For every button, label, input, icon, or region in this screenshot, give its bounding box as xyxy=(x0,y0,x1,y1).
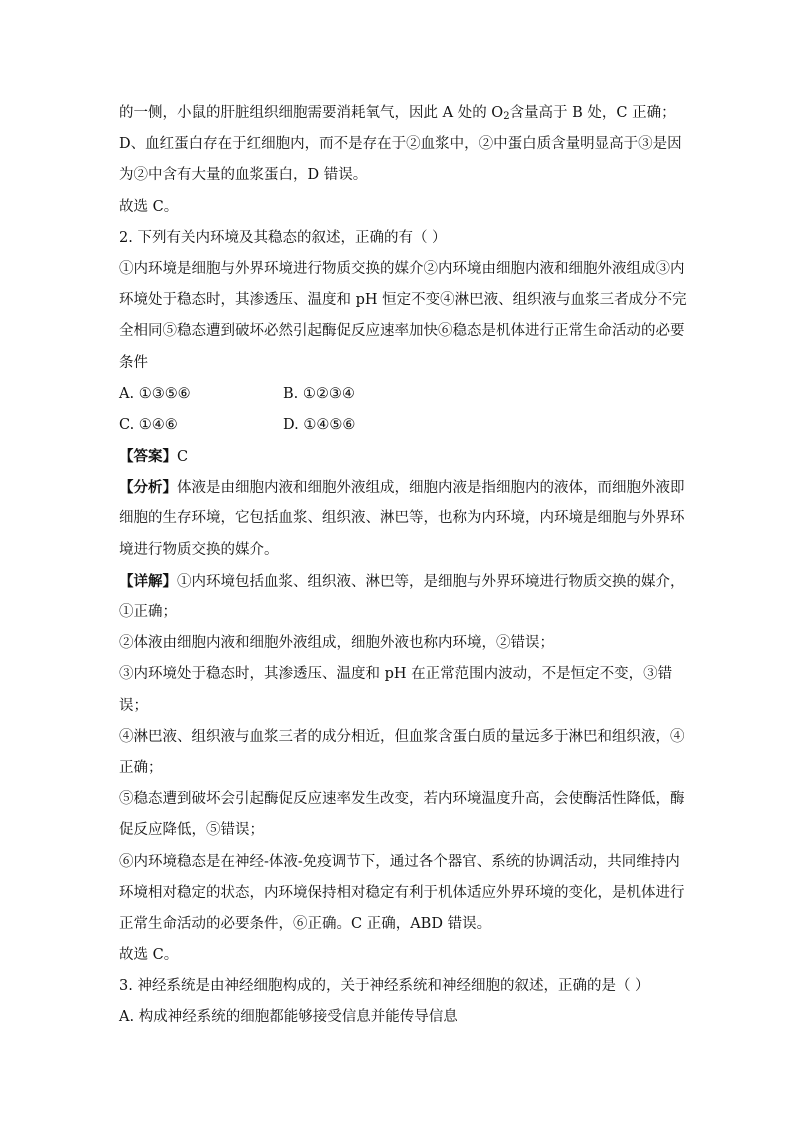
detail-line: ①正确； xyxy=(119,604,177,620)
detail-line: ③内环境处于稳态时，其渗透压、温度和 pH 在正常范围内波动，不是恒定不变，③错 xyxy=(119,666,673,683)
detail-line: 正确； xyxy=(119,759,163,776)
question-3-stem: 3. 神经系统是由神经细胞构成的，关于神经系统和神经细胞的叙述，正确的是（ ） xyxy=(119,978,650,995)
detail-line: 【详解】①内环境包括血浆、组织液、淋巴等，是细胞与外界环境进行物质交换的媒介， xyxy=(119,572,685,590)
statement-line: ①内环境是细胞与外界环境进行物质交换的媒介②内环境由细胞内液和细胞外液组成③内 xyxy=(119,260,685,277)
option-c: C. ①④⑥ xyxy=(119,416,178,433)
detail-line: ②体液由细胞内液和细胞外液组成，细胞外液也称内环境，②错误； xyxy=(119,635,554,652)
detail-line: ④淋巴液、组织液与血浆三者的成分相近，但血浆含蛋白质的量远多于淋巴和组织液，④ xyxy=(119,728,685,745)
text-line: D、血红蛋白存在于红细胞内，而不是存在于②血浆中，②中蛋白质含量明显高于③是因 xyxy=(119,136,682,153)
option-row xyxy=(119,379,679,410)
detail-tag: 【详解】 xyxy=(119,572,177,590)
analysis-line: 【分析】体液是由细胞内液和细胞外液组成，细胞内液是指细胞内的液体，而细胞外液即 xyxy=(119,479,685,497)
statement-line: 环境处于稳态时，其渗透压、温度和 pH 恒定不变④淋巴液、组织液与血浆三者成分不完 xyxy=(119,292,687,309)
option-a: A. 构成神经系统的细胞都能够接受信息并能传导信息 xyxy=(119,1009,458,1026)
answer-line xyxy=(119,441,679,472)
analysis-line: 境进行物质交换的媒介。 xyxy=(119,541,279,558)
subscript: 2 xyxy=(503,111,510,122)
text-line: 为②中含有大量的血浆蛋白，D 错误。 xyxy=(119,167,368,184)
answer-value: C xyxy=(177,449,189,466)
page-content xyxy=(119,98,687,1034)
detail-line: ⑥内环境稳态是在神经-体液-免疫调节下，通过各个器官、系统的协调活动，共同维持内 xyxy=(119,853,680,870)
statement-line: 全相同⑤稳态遭到破坏必然引起酶促反应速率加快⑥稳态是机体进行正常生命活动的必要 xyxy=(119,323,685,340)
option-a: A. ①③⑤⑥ xyxy=(119,385,191,402)
answer-tag: 【答案】 xyxy=(119,448,177,466)
option-d: D. ①④⑤⑥ xyxy=(283,416,356,433)
statement-line: 条件 xyxy=(119,354,148,371)
question-2-stem: 2. 下列有关内环境及其稳态的叙述，正确的有（ ） xyxy=(119,229,447,246)
detail-line: 正常生命活动的必要条件，⑥正确。C 正确，ABD 错误。 xyxy=(119,915,492,932)
option-b: B. ①②③④ xyxy=(283,385,355,402)
detail-line: ⑤稳态遭到破坏会引起酶促反应速率发生改变，若内环境温度升高，会使酶活性降低，酶 xyxy=(119,791,685,808)
detail-line: 促反应降低，⑤错误； xyxy=(119,822,264,839)
option-row xyxy=(119,410,679,441)
analysis-line: 细胞的生存环境，它包括血浆、组织液、淋巴等，也称为内环境，内环境是细胞与外界环 xyxy=(119,510,685,527)
detail-line: 环境相对稳定的状态，内环境保持相对稳定有利于机体适应外界环境的变化，是机体进行 xyxy=(119,884,685,901)
conclusion-line: 故选 C。 xyxy=(119,198,179,215)
detail-line: 误； xyxy=(119,697,148,714)
conclusion-line: 故选 C。 xyxy=(119,947,179,964)
analysis-tag: 【分析】 xyxy=(119,479,177,497)
text-line: 的一侧，小鼠的肝脏组织细胞需要消耗氧气，因此 A 处的 $O_2$含量高于 B 处，C 正确； xyxy=(119,105,676,122)
